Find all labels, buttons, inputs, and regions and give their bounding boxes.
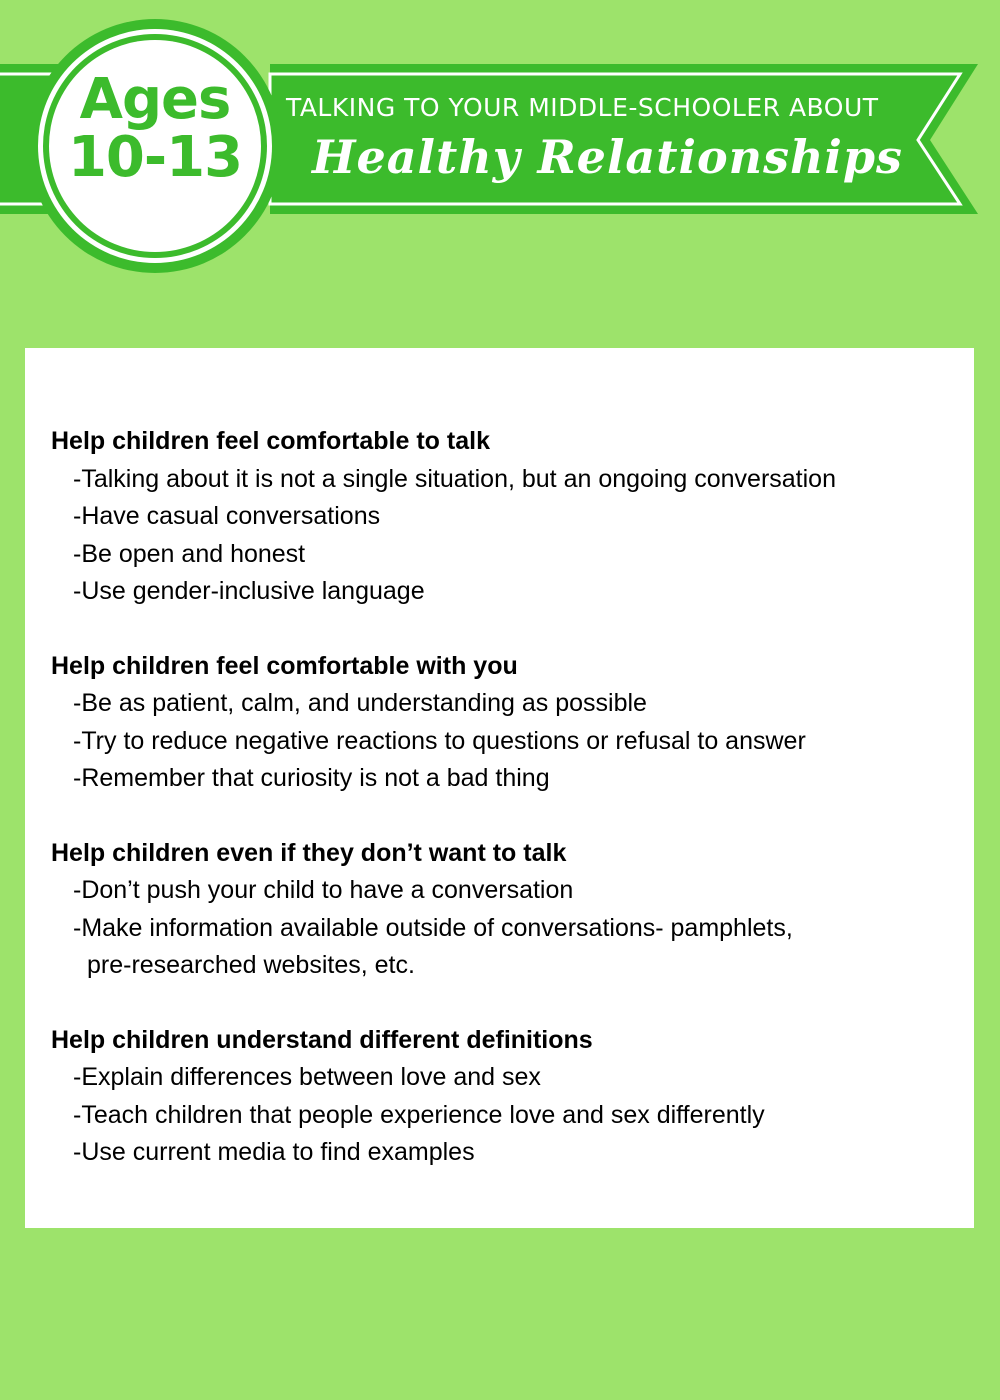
list-item: -Have casual conversations xyxy=(73,502,381,530)
list-item: -Try to reduce negative reactions to questions or refusal to answer xyxy=(73,726,806,755)
section-different-definitions xyxy=(51,1022,961,1172)
section-heading: Help children feel comfortable to talk xyxy=(51,427,490,455)
content-card xyxy=(25,348,974,1228)
list-item: -Teach children that people experience love and sex differently xyxy=(73,1100,765,1129)
header-title: Healthy Relationships xyxy=(312,130,903,184)
list-item: -Don’t push your child to have a conversation xyxy=(73,876,574,904)
section-heading: Help children feel comfortable with you xyxy=(51,651,518,680)
section-comfortable-with-you xyxy=(51,648,961,798)
list-item-continuation: pre-researched websites, etc. xyxy=(87,951,415,979)
badge-label: Ages xyxy=(79,67,231,132)
list-item-text: -Make information available outside of conversations- pamphlets, xyxy=(73,913,793,942)
list-item: -Explain differences between love and sex xyxy=(73,1063,541,1091)
list-item xyxy=(51,910,961,985)
section-comfortable-to-talk xyxy=(51,423,961,611)
section-dont-want-to-talk xyxy=(51,835,961,985)
header-banner xyxy=(0,0,1000,300)
age-badge xyxy=(50,67,260,190)
list-item: -Be as patient, calm, and understanding as possible xyxy=(73,689,647,717)
list-item: -Use gender-inclusive language xyxy=(73,577,425,605)
list-item: -Be open and honest xyxy=(73,539,306,568)
badge-age-range: 10-13 xyxy=(67,125,243,190)
list-item: -Use current media to find examples xyxy=(73,1138,475,1166)
section-heading: Help children even if they don’t want to talk xyxy=(51,838,567,867)
list-item: -Remember that curiosity is not a bad thing xyxy=(73,764,550,792)
tips-list xyxy=(51,423,961,1209)
section-heading: Help children understand different definitions xyxy=(51,1025,593,1054)
header-subtitle: TALKING TO YOUR MIDDLE-SCHOOLER ABOUT xyxy=(286,93,879,122)
list-item: -Talking about it is not a single situation, but an ongoing conversation xyxy=(73,464,836,493)
